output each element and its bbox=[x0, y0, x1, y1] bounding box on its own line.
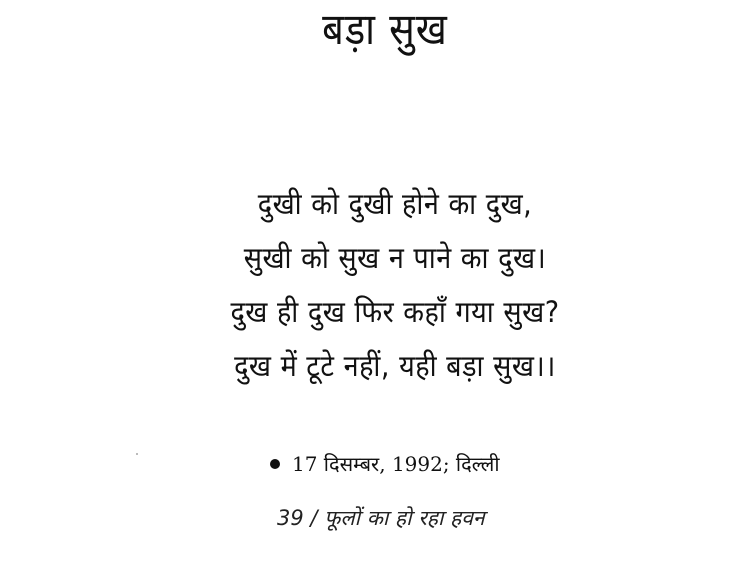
page-footer: 39 / फूलों का हो रहा हवन bbox=[277, 506, 485, 530]
poem-line-3: दुख ही दुख फिर कहाँ गया सुख? bbox=[230, 295, 560, 330]
poem-body bbox=[195, 178, 595, 394]
poem-title: बड़ा सुख bbox=[322, 3, 448, 55]
poem-line-2: सुखी को सुख न पाने का दुख। bbox=[243, 241, 547, 276]
bullet-icon bbox=[270, 459, 280, 469]
poem-line-4: दुख में टूटे नहीं, यही बड़ा सुख।। bbox=[234, 349, 556, 384]
date-place-line bbox=[270, 450, 500, 478]
poem-line-1: दुखी को दुखी होने का दुख, bbox=[257, 187, 533, 222]
scan-speck bbox=[136, 453, 138, 455]
date-place-text: 17 दिसम्बर, 1992; दिल्ली bbox=[292, 452, 500, 476]
